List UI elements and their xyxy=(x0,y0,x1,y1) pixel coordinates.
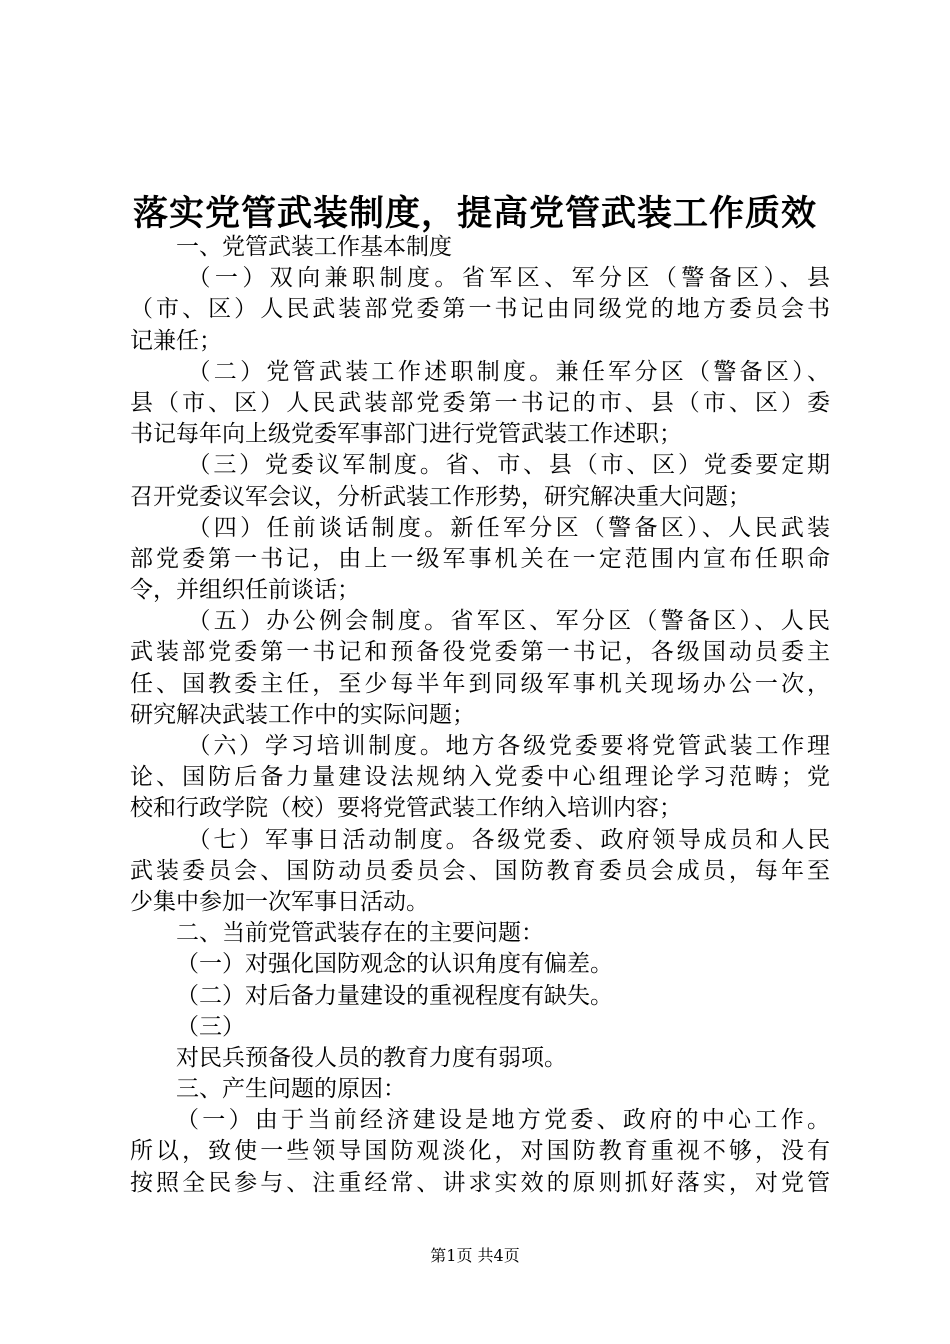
text-line: 按照全民参与、注重经常、讲求实效的原则抓好落实，对党管 xyxy=(130,1169,830,1196)
document-body xyxy=(130,232,830,1199)
text-line: （一）双向兼职制度。省军区、军分区（警备区）、县 xyxy=(187,265,830,292)
text-line: 部党委第一书记，由上一级军事机关在一定范围内宣布任职命 xyxy=(130,545,830,572)
text-line: 三、产生问题的原因： xyxy=(176,1076,406,1103)
document-title: 落实党管武装制度，提高党管武装工作质效 xyxy=(132,193,817,234)
text-line: （一）由于当前经济建设是地方党委、政府的中心工作。 xyxy=(176,1107,830,1134)
text-line: 对民兵预备役人员的教育力度有弱项。 xyxy=(176,1044,567,1071)
text-line: 一、党管武装工作基本制度 xyxy=(176,234,452,260)
text-line: （三）党委议军制度。省、市、县（市、区）党委要定期 xyxy=(187,452,830,479)
text-line: （二）党管武装工作述职制度。兼任军分区（警备区）、 xyxy=(187,358,830,385)
text-line: 令，并组织任前谈话； xyxy=(130,577,360,604)
text-line: 任、国教委主任，至少每半年到同级军事机关现场办公一次， xyxy=(130,670,830,697)
text-line: 校和行政学院（校）要将党管武装工作纳入培训内容； xyxy=(130,795,682,822)
text-line: （六）学习培训制度。地方各级党委要将党管武装工作理 xyxy=(187,733,830,759)
text-line: 召开党委议军会议，分析武装工作形势，研究解决重大问题； xyxy=(130,483,751,510)
text-line: 县（市、区）人民武装部党委第一书记的市、县（市、区）委 xyxy=(130,389,830,416)
text-line: （二）对后备力量建设的重视程度有缺失。 xyxy=(176,982,613,1009)
text-line: 武装部党委第一书记和预备役党委第一书记，各级国动员委主 xyxy=(130,639,830,666)
text-line: （一）对强化国防观念的认识角度有偏差。 xyxy=(176,951,613,978)
text-line: 书记每年向上级党委军事部门进行党管武装工作述职； xyxy=(130,421,682,448)
text-line: （五）办公例会制度。省军区、军分区（警备区）、人民 xyxy=(187,608,830,635)
text-line: 武装委员会、国防动员委员会、国防教育委员会成员，每年至 xyxy=(130,857,830,884)
text-line: 二、当前党管武装存在的主要问题： xyxy=(176,920,544,947)
text-line: 研究解决武装工作中的实际问题； xyxy=(130,701,475,728)
text-line: （四）任前谈话制度。新任军分区（警备区）、人民武装 xyxy=(187,514,830,541)
page-footer: 第1页 共4页 xyxy=(430,1246,520,1265)
text-line: 论、国防后备力量建设法规纳入党委中心组理论学习范畴；党 xyxy=(130,764,830,791)
text-line: （市、区）人民武装部党委第一书记由同级党的地方委员会书 xyxy=(130,296,830,323)
text-line: 所以，致使一些领导国防观淡化，对国防教育重视不够，没有 xyxy=(130,1138,830,1165)
text-line: 记兼任； xyxy=(130,327,222,354)
text-line: 少集中参加一次军事日活动。 xyxy=(130,888,429,915)
text-line: （三） xyxy=(176,1013,245,1040)
text-line: （七）军事日活动制度。各级党委、政府领导成员和人民 xyxy=(187,826,830,853)
